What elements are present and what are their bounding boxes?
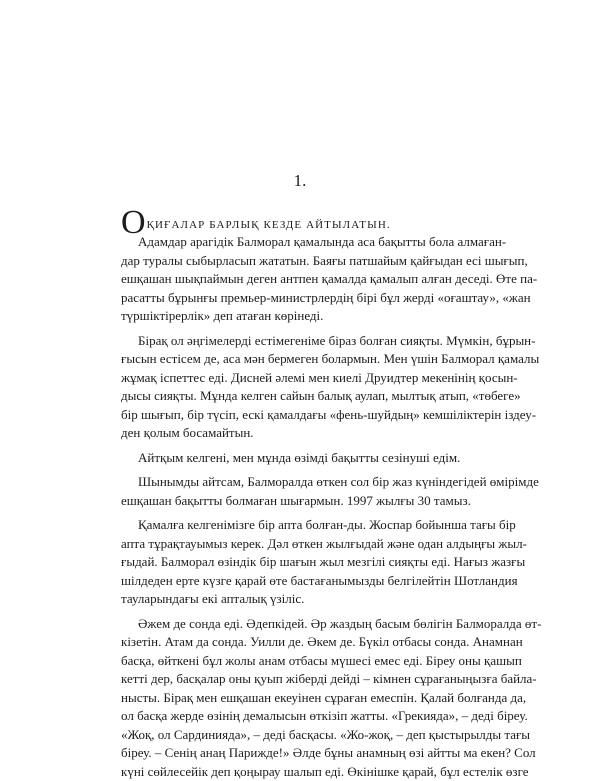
text-line: ешқашан бақытты болмаған шығармын. 1997 жылғы 30 тамыз.: [121, 492, 493, 511]
text-line: түршіктірерлік» деп атаған көрінеді.: [121, 307, 493, 326]
text-line: ғыдай. Балморал өзіндік бір шағын жыл мезгілі сияқты еді. Нағыз жазғы: [121, 553, 493, 572]
text-line: Айтқым келгені, мен мұнда өзімді бақытты сезінуші едім.: [121, 449, 493, 468]
text-line: біреу. – Сенің анаң Парижде!» Әлде бұны анамның өзі айтты ма екен? Сол: [121, 744, 493, 763]
text-line: ден қолым босамайтын.: [121, 424, 493, 443]
text-line: Әжем де сонда еді. Әдепкідей. Әр жаздың басым бөлігін Балморалда өт-: [121, 615, 493, 634]
text-line: бір шығып, бір түсіп, ескі қамалдағы «фень-шуйдың» кемшіліктерін іздеу-: [121, 406, 493, 425]
chapter-number: 1.: [0, 171, 600, 191]
text-line: басқа, өйткені бұл жолы анам отбасы мүшесі емес еді. Біреу оны қашып: [121, 652, 493, 671]
text-line: кізетін. Атам да сонда. Уилли де. Әкем де. Бүкіл отбасы сонда. Анамнан: [121, 633, 493, 652]
text-line: дысы сияқты. Мұнда келген сайын балық аулап, мылтық атып, «төбеге»: [121, 387, 493, 406]
text-line: Қамалға келгенімізге бір апта болған-ды. Жоспар бойынша тағы бір: [121, 516, 493, 535]
text-line: Шынымды айтсам, Балморалда өткен сол бір жаз күніндегідей өмірімде: [121, 473, 493, 492]
opening-smallcaps: ҚИҒАЛАР БАРЛЫҚ КЕЗДЕ АЙТЫЛАТЫН.: [147, 218, 391, 233]
text-line: жұмақ іспеттес еді. Дисней әлемі мен киелі Друидтер мекенінің қосын-: [121, 369, 493, 388]
body-text: [121, 211, 493, 781]
text-line: күні сөйлесейік деп қоңырау шалып еді. Өкінішке қарай, бұл естелік өзге: [121, 763, 493, 781]
drop-cap: О: [121, 209, 146, 237]
text-line: дар туралы сыбырласып жататын. Баяғы патшайым қайғыдан есі шығып,: [121, 252, 493, 271]
text-line: Адамдар арагідік Балморал қамалында аса бақытты бола алмаған-: [121, 233, 493, 252]
text-line: ол басқа жерде өзінің демалысын өткізіп жатты. «Грекияда», – деді біреу.: [121, 707, 493, 726]
text-line: шілдеден ерте күзге қарай өте бастағанымызды белгілейтін Шотландия: [121, 572, 493, 591]
text-line: расатты бұрынғы премьер-министрлердің бірі бұл жерді «оғаштау», «жан: [121, 289, 493, 308]
text-line: кетті дер, басқалар оны қуып жіберді дейді – кімнен сұрағаныңызға байла-: [121, 670, 493, 689]
opening-line: [121, 211, 493, 233]
text-line: «Жоқ, ол Сардинияда», – деді басқасы. «Жо-жоқ, – деп қыстырылды тағы: [121, 726, 493, 745]
text-line: нысты. Бірақ мен ешқашан екеуінен сұраған емеспін. Қалай болғанда да,: [121, 689, 493, 708]
text-line: Бірақ ол әңгімелерді естімегеніме біраз болған сияқты. Мүмкін, бұрын-: [121, 332, 493, 351]
text-line: апта тұрақтауымыз керек. Дәл өткен жылғыдай және одан алдыңғы жыл-: [121, 535, 493, 554]
text-line: тауларындағы екі апталық үзіліс.: [121, 590, 493, 609]
text-line: ғысын естісем де, аса мән бермеген болармын. Мен үшін Балморал қамалы: [121, 350, 493, 369]
text-line: ешқашан шықпаймын деген антпен қамалда қамалып алған деседі. Өте па-: [121, 270, 493, 289]
